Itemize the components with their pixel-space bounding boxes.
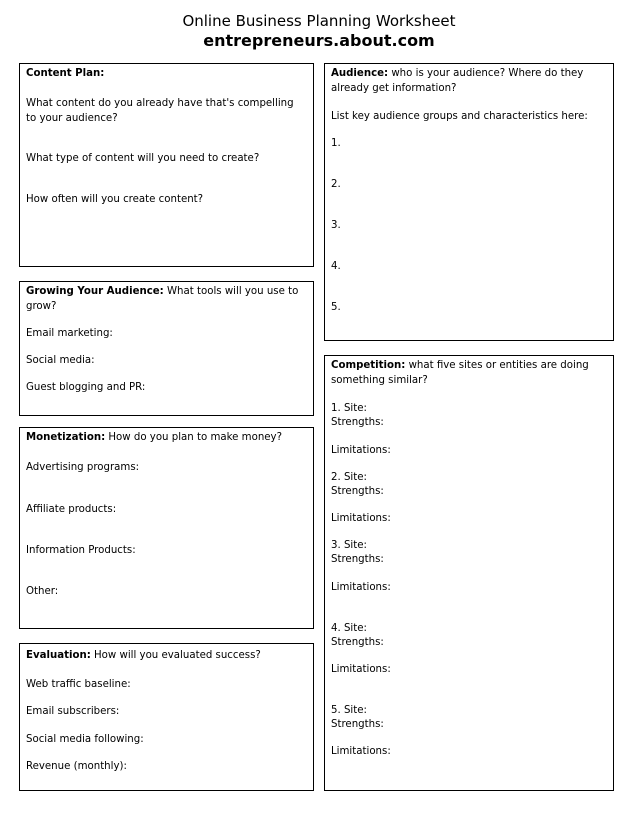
advertising-programs-label: Advertising programs:: [26, 462, 140, 473]
guest-blogging-label: Guest blogging and PR:: [26, 382, 146, 393]
competition-prompt: Competition: what five sites or entities are doing something similar?: [331, 360, 589, 386]
competitor-strengths-label: Strengths:: [331, 554, 384, 565]
evaluation-section: [19, 643, 314, 791]
competitor-limitations-label: Limitations:: [331, 664, 391, 675]
site-name: entrepreneurs.about.com: [203, 31, 435, 50]
competitor-strengths-label: Strengths:: [331, 637, 384, 648]
web-traffic-label: Web traffic baseline:: [26, 679, 131, 690]
audience-prompt: Audience: who is your audience? Where do they already get information?: [331, 68, 584, 94]
audience-item: 3.: [331, 220, 341, 231]
revenue-label: Revenue (monthly):: [26, 761, 127, 772]
evaluation-prompt: Evaluation: How will you evaluated success?: [26, 650, 261, 661]
competitor-site-label: 2. Site:: [331, 472, 367, 483]
audience-section: [324, 63, 614, 341]
information-products-label: Information Products:: [26, 545, 136, 556]
audience-item: 4.: [331, 261, 341, 272]
social-following-label: Social media following:: [26, 734, 144, 745]
monetization-prompt: Monetization: How do you plan to make money?: [26, 432, 282, 443]
competitor-strengths-label: Strengths:: [331, 486, 384, 497]
competitor-site-label: 5. Site:: [331, 705, 367, 716]
competitor-site-label: 3. Site:: [331, 540, 367, 551]
social-media-label: Social media:: [26, 355, 95, 366]
competitor-site-label: 4. Site:: [331, 623, 367, 634]
audience-list-prompt: List key audience groups and characteristics here:: [331, 111, 588, 122]
content-plan-question-1: What content do you already have that's compelling to your audience?: [26, 98, 294, 124]
content-plan-question-2: What type of content will you need to create?: [26, 153, 260, 164]
monetization-section: [19, 427, 314, 629]
competitor-limitations-label: Limitations:: [331, 582, 391, 593]
growing-audience-prompt: Growing Your Audience: What tools will you use to grow?: [26, 286, 299, 312]
other-label: Other:: [26, 586, 59, 597]
audience-item: 2.: [331, 179, 341, 190]
competitor-site-label: 1. Site:: [331, 403, 367, 414]
competitor-limitations-label: Limitations:: [331, 513, 391, 524]
competitor-strengths-label: Strengths:: [331, 417, 384, 428]
worksheet-title: Online Business Planning Worksheet: [182, 12, 456, 30]
page-header: [0, 12, 638, 52]
growing-audience-section: [19, 281, 314, 416]
email-subscribers-label: Email subscribers:: [26, 706, 120, 717]
competitor-strengths-label: Strengths:: [331, 719, 384, 730]
content-plan-heading: Content Plan:: [26, 68, 105, 79]
audience-item: 5.: [331, 302, 341, 313]
affiliate-products-label: Affiliate products:: [26, 504, 117, 515]
audience-item: 1.: [331, 138, 341, 149]
content-plan-section: [19, 63, 314, 267]
competitor-limitations-label: Limitations:: [331, 746, 391, 757]
competition-section: [324, 355, 614, 791]
email-marketing-label: Email marketing:: [26, 328, 113, 339]
competitor-limitations-label: Limitations:: [331, 445, 391, 456]
content-plan-question-3: How often will you create content?: [26, 194, 204, 205]
